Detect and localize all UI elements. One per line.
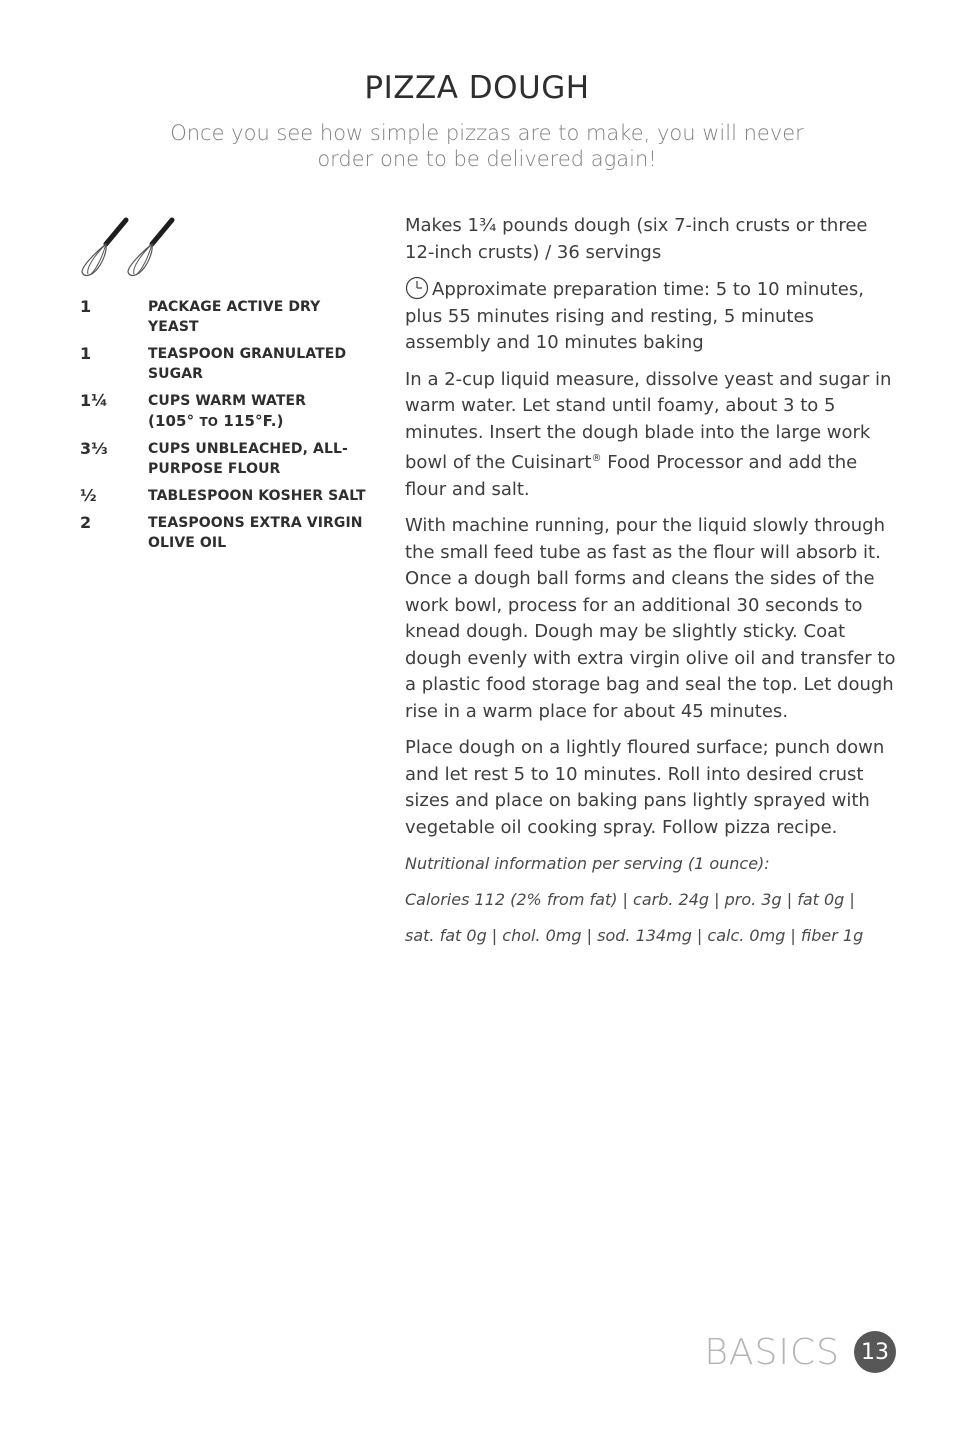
ingredient-desc: TABLESPOON KOSHER SALT [148, 488, 366, 504]
ingredient-desc: PACKAGE ACTIVE DRY YEAST [148, 299, 321, 335]
ingredient-desc: CUPS WARM WATER [148, 393, 307, 409]
recipe-yield: Makes 1¾ pounds dough (six 7-inch crusts or three 12-inch crusts) / 36 servings [405, 215, 868, 263]
nutrition-line: sat. fat 0g | chol. 0mg | sod. 134mg | calc. 0mg | fiber 1g [405, 926, 864, 945]
ingredient-desc: CUPS UNBLEACHED, ALL-PURPOSE FLOUR [148, 441, 348, 477]
ingredient-qty: 1¼ [80, 391, 108, 410]
ingredient-qty: ½ [80, 486, 97, 505]
page-number: 13 [854, 1331, 896, 1373]
ingredient-desc-wrap [148, 391, 306, 432]
prep-time [405, 276, 900, 357]
temp-high: 115°F.) [218, 412, 284, 430]
ingredient-qty: 2 [80, 513, 92, 532]
ingredient-item [80, 439, 370, 479]
ingredient-temperature-note [148, 411, 306, 432]
temp-low: (105° [148, 412, 200, 430]
step-text: In a 2-cup liquid measure, dissolve yeast and sugar in warm water. Let stand until foamy, about 3 to 5 minutes. Insert the dough blade into the large work bowl of the Cuisinart [405, 368, 892, 473]
ingredient-qty: 1 [80, 344, 92, 363]
whisk-icon [128, 220, 172, 275]
temp-to: TO [199, 415, 219, 429]
ingredient-item [80, 297, 370, 337]
whisk-icon [82, 220, 126, 275]
step-text-cont: Food Processor and add the flour and salt. [405, 452, 858, 500]
whisk-icons [76, 214, 186, 280]
clock-icon [405, 276, 429, 300]
recipe-body [405, 213, 900, 959]
recipe-intro: Once you see how simple pizzas are to make, you will never order one to be delivered again! [170, 121, 804, 171]
method-step: Place dough on a lightly floured surface; punch down and let rest 5 to 10 minutes. Roll into desired crust sizes and place on baking pans lightly sprayed with vegetable oil cooking spray. Follow pizza recipe. [405, 737, 885, 838]
ingredient-list [80, 297, 370, 560]
ingredient-item [80, 391, 370, 432]
prep-time-text: Approximate preparation time: 5 to 10 minutes, plus 55 minutes rising and resting, 5 minutes assembly and 10 minutes baking [405, 279, 864, 353]
nutrition-line: Calories 112 (2% from fat) | carb. 24g | pro. 3g | fat 0g | [405, 890, 855, 909]
registered-mark: ® [591, 453, 602, 464]
recipe-title: PIZZA DOUGH [364, 70, 590, 106]
ingredient-item [80, 513, 370, 553]
method-step [405, 367, 900, 504]
ingredient-qty: 3⅓ [80, 439, 108, 458]
method-step: With machine running, pour the liquid slowly through the small feed tube as fast as the flour will absorb it. Once a dough ball forms and cleans the sides of the work bowl, process for an additional 30 seconds to knead dough. Dough may be slightly sticky. Coat dough evenly with extra virgin olive oil and transfer to a plastic food storage bag and seal the top. Let dough rise in a warm place for about 45 minutes. [405, 515, 896, 722]
page-footer [704, 1328, 896, 1376]
ingredient-desc: TEASPOONS EXTRA VIRGIN OLIVE OIL [148, 515, 363, 551]
ingredient-desc: TEASPOON GRANULATED SUGAR [148, 346, 347, 382]
section-name: BASICS [704, 1331, 840, 1373]
nutrition-heading: Nutritional information per serving (1 ounce): [405, 854, 770, 873]
ingredient-item [80, 486, 370, 506]
ingredient-item [80, 344, 370, 384]
ingredient-qty: 1 [80, 297, 92, 316]
